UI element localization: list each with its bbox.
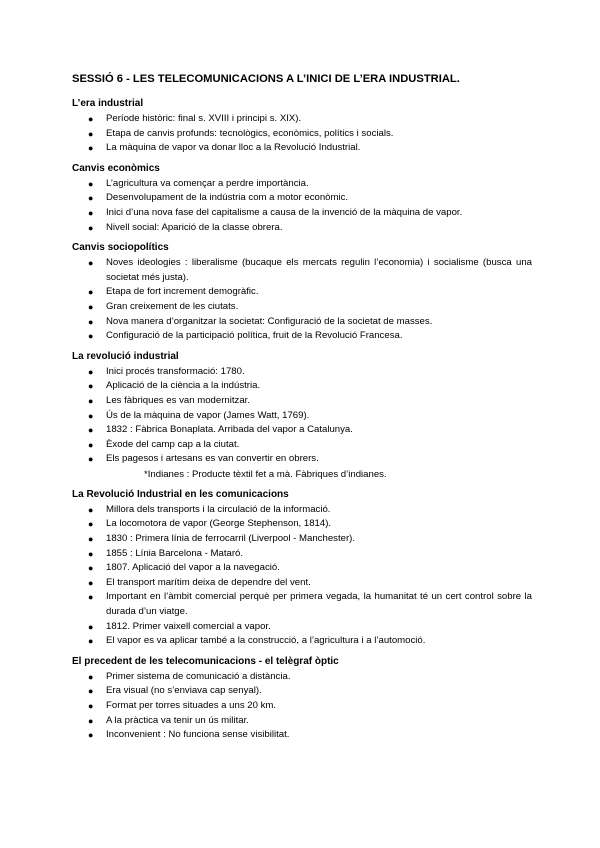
bullet-list — [72, 112, 532, 156]
list-item: ● Inici d’una nova fase del capitalisme a causa de la invenció de la màquina de vapor. — [72, 206, 532, 221]
bullet-icon: ● — [88, 686, 94, 697]
list-item: ● El transport marítim deixa de dependre del vent. — [72, 576, 532, 591]
list-item: ● 1830 : Primera línia de ferrocarril (Liverpool - Manchester). — [72, 532, 532, 547]
bullet-icon: ● — [88, 114, 94, 124]
section-canvis-sociopolitics — [72, 242, 532, 344]
bullet-icon: ● — [88, 381, 94, 392]
section-heading: El precedent de les telecomunicacions - el telègraf òptic — [72, 655, 339, 667]
list-item: ● Les fàbriques es van modernitzar. — [72, 394, 532, 409]
bullet-icon: ● — [88, 577, 94, 588]
document-page — [72, 73, 532, 750]
bullet-list — [72, 365, 532, 467]
bullet-icon: ● — [88, 395, 94, 406]
list-item: ● Important en l’àmbit comercial perquè per primera vegada, la humanitat té un cert control sobre la durada d’un viatge. — [88, 591, 532, 618]
list-item: ● Etapa de canvis profunds: tecnològics, econòmics, polítics i socials. — [72, 127, 532, 142]
list-item: ● L’agricultura va començar a perdre importància. — [72, 177, 532, 192]
section-revolucio-comunicacions — [72, 489, 532, 649]
bullet-icon: ● — [88, 258, 94, 269]
list-item: ● Nivell social: Aparició de la classe obrera. — [72, 221, 532, 236]
bullet-icon: ● — [88, 504, 94, 515]
list-item: ● Format per torres situades a uns 20 km. — [72, 699, 532, 714]
list-item: ● Els pagesos i artesans es van convertir en obrers. — [72, 452, 532, 467]
section-heading: La revolució industrial — [72, 350, 179, 362]
list-item: ● Etapa de fort increment demogràfic. — [72, 285, 532, 300]
bullet-icon: ● — [88, 193, 94, 204]
list-item: ● Aplicació de la ciència a la indústria. — [72, 379, 532, 394]
list-item: ● Primer sistema de comunicació a distància. — [72, 670, 532, 685]
bullet-list — [72, 177, 532, 235]
bullet-icon: ● — [88, 454, 94, 465]
bullet-icon: ● — [88, 143, 94, 154]
bullet-icon: ● — [88, 548, 94, 559]
bullet-icon: ● — [88, 287, 94, 298]
bullet-icon: ● — [88, 715, 94, 726]
list-item: ● 1812. Primer vaixell comercial a vapor. — [72, 620, 532, 635]
list-item: ● Inconvenient : No funciona sense visibilitat. — [72, 728, 532, 743]
bullet-icon: ● — [88, 534, 94, 545]
section-heading: La Revolució Industrial en les comunicacions — [72, 488, 289, 500]
section-heading: L’era industrial — [72, 98, 144, 109]
bullet-icon: ● — [88, 592, 94, 603]
list-item: ● A la pràctica va tenir un ús militar. — [72, 714, 532, 729]
list-item: ● Configuració de la participació política, fruit de la Revolució Francesa. — [72, 329, 532, 344]
bullet-list — [72, 256, 532, 344]
bullet-icon: ● — [88, 128, 94, 139]
list-item: ● El vapor es va aplicar també a la construcció, a l’agricultura i a l’automoció. — [72, 634, 532, 649]
bullet-icon: ● — [88, 636, 94, 647]
section-revolucio-industrial — [72, 351, 532, 482]
bullet-list — [72, 670, 532, 743]
list-item: ● Èxode del camp cap a la ciutat. — [72, 438, 532, 453]
list-item: ● La màquina de vapor va donar lloc a la Revolució Industrial. — [72, 141, 532, 156]
bullet-list — [72, 503, 532, 649]
bullet-icon: ● — [88, 410, 94, 421]
list-item: ● Ús de la màquina de vapor (James Watt, 1769). — [72, 409, 532, 424]
list-item: ● Millora dels transports i la circulació de la informació. — [72, 503, 532, 518]
list-item: ● La locomotora de vapor (George Stephenson, 1814). — [72, 517, 532, 532]
list-item: ● 1807. Aplicació del vapor a la navegació. — [72, 561, 532, 576]
document-title: SESSIÓ 6 - LES TELECOMUNICACIONS A L’INICI DE L’ERA INDUSTRIAL. — [72, 73, 460, 85]
section-telegraf-optic — [72, 656, 532, 743]
bullet-icon: ● — [88, 701, 94, 711]
bullet-icon: ● — [88, 563, 94, 574]
bullet-icon: ● — [88, 366, 94, 377]
list-item: ● Període històric: final s. XVIII i principi s. XIX). — [72, 112, 532, 127]
bullet-icon: ● — [88, 331, 94, 342]
section-heading: Canvis econòmics — [72, 162, 160, 174]
bullet-icon: ● — [88, 222, 94, 233]
bullet-icon: ● — [88, 730, 94, 741]
bullet-icon: ● — [88, 316, 94, 327]
section-heading: Canvis sociopolítics — [72, 242, 169, 254]
list-item: ● 1832 : Fàbrica Bonaplata. Arribada del vapor a Catalunya. — [72, 423, 532, 438]
bullet-icon: ● — [88, 207, 94, 218]
list-item: ● Desenvolupament de la indústria com a motor econòmic. — [72, 191, 532, 206]
list-item: ● 1855 : Línia Barcelona - Mataró. — [72, 547, 532, 562]
list-item: ● Era visual (no s’enviava cap senyal). — [72, 684, 532, 699]
list-item: ● Nova manera d’organitzar la societat: Configuració de la societat de masses. — [72, 315, 532, 330]
list-item: ● Noves ideologies : liberalisme (bucaque els mercats regulin l’economia) i socialisme (busca una societat més justa). — [88, 257, 532, 283]
list-item: ● Gran creixement de les ciutats. — [72, 300, 532, 315]
footnote: *Indianes : Producte tèxtil fet a mà. Fàbriques d’indianes. — [144, 468, 387, 480]
bullet-icon: ● — [88, 178, 94, 189]
bullet-icon: ● — [88, 671, 94, 682]
bullet-icon: ● — [88, 425, 94, 436]
section-era-industrial — [72, 98, 532, 156]
list-item: ● Inici procés transformació: 1780. — [72, 365, 532, 380]
bullet-icon: ● — [88, 519, 94, 530]
bullet-icon: ● — [88, 439, 94, 450]
bullet-icon: ● — [88, 301, 94, 312]
section-canvis-economics — [72, 163, 532, 235]
bullet-icon: ● — [88, 621, 94, 632]
